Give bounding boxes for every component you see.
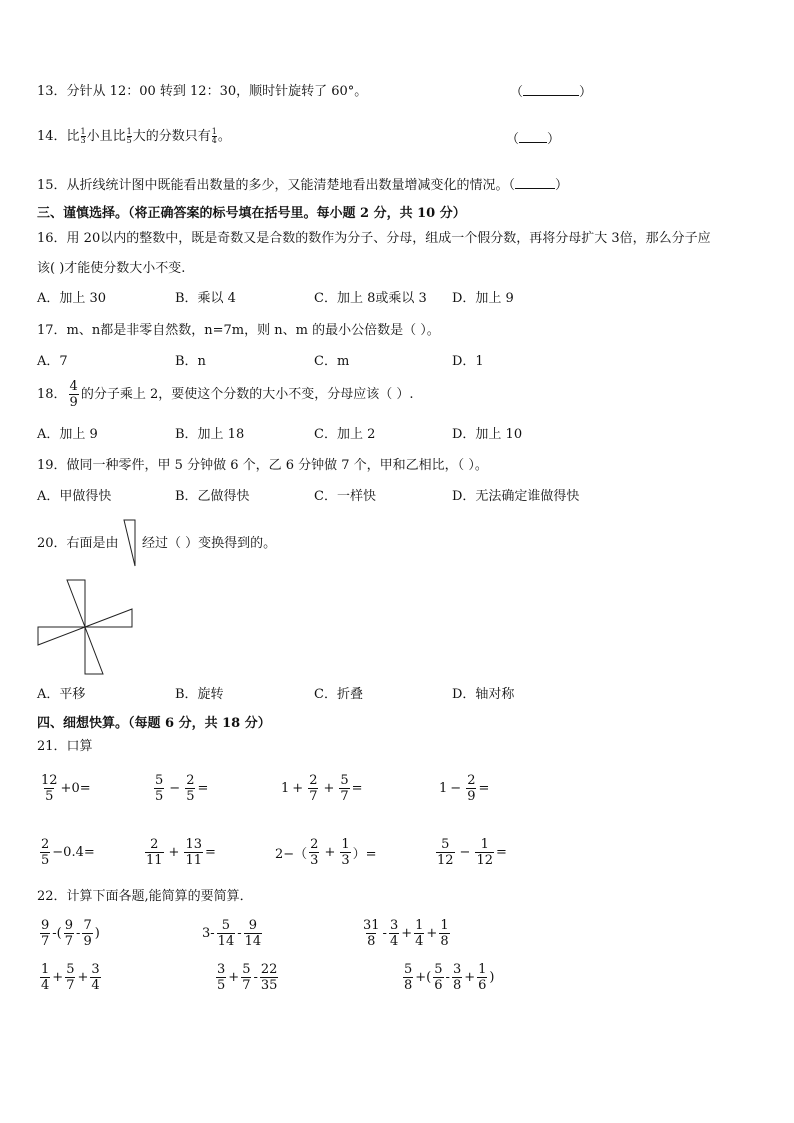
option-d[interactable]: D．加上 9 bbox=[452, 291, 514, 306]
oral-calc-item: 2−（ $\frac{2}{3}$ + $\frac{1}{3}$ ）= bbox=[275, 837, 377, 868]
question-16-line-1: 16．用 20以内的整数中，既是奇数又是合数的数作为分子、分母，组成一个假分数，再将分母扩大 3倍，那么分子应 bbox=[37, 231, 711, 246]
question-20-text-a: 20．右面是由 bbox=[37, 536, 119, 551]
oral-calc-item: $\frac{2}{11}$ + $\frac{13}{11}$ = bbox=[146, 837, 216, 868]
triangle-shape-icon bbox=[122, 518, 138, 568]
fraction: $\frac{1}{5}$ bbox=[126, 127, 132, 145]
section-3-heading: 三、谨慎选择。（将正确答案的标号填在括号里。每小题 2 分，共 10 分） bbox=[37, 206, 466, 221]
calc-item: $\frac{31}{8}$ - $\frac{3}{4}$ + $\frac{1}{4}$ + $\frac{1}{8}$ bbox=[363, 918, 449, 949]
option-c[interactable]: C．加上 8或乘以 3 bbox=[314, 291, 427, 306]
option-b[interactable]: B．乘以 4 bbox=[175, 291, 236, 306]
question-14-answer[interactable]: （ ） bbox=[506, 132, 561, 147]
option-b[interactable]: B．加上 18 bbox=[175, 427, 245, 442]
option-b[interactable]: B．乙做得快 bbox=[175, 489, 250, 504]
fraction: $\frac{1}{4}$ bbox=[211, 127, 217, 145]
answer-blank[interactable] bbox=[519, 130, 547, 143]
calc-item: $\frac{9}{7}$ -( $\frac{9}{7}$ - $\frac{7}{9}$ ) bbox=[41, 918, 100, 949]
option-d[interactable]: D．轴对称 bbox=[452, 687, 515, 702]
oral-calc-item: $\frac{5}{5}$ − $\frac{2}{5}$ = bbox=[155, 773, 209, 804]
option-d[interactable]: D．加上 10 bbox=[452, 427, 523, 442]
calc-item: 3- $\frac{5}{14}$ - $\frac{9}{14}$ bbox=[202, 918, 262, 949]
calc-item: $\frac{5}{8}$ +( $\frac{5}{6}$ - $\frac{3}{8}$ + $\frac{1}{6}$ ) bbox=[404, 962, 495, 993]
option-b[interactable]: B．旋转 bbox=[175, 687, 224, 702]
option-a[interactable]: A．7 bbox=[37, 354, 68, 369]
question-13-answer[interactable]: （ ） bbox=[510, 85, 593, 100]
option-d[interactable]: D．无法确定谁做得快 bbox=[452, 489, 580, 504]
option-d[interactable]: D．1 bbox=[452, 354, 484, 369]
option-c[interactable]: C．折叠 bbox=[314, 687, 363, 702]
oral-calc-item: 1 − $\frac{2}{9}$ = bbox=[439, 773, 490, 804]
option-a[interactable]: A．加上 9 bbox=[37, 427, 98, 442]
option-a[interactable]: A．加上 30 bbox=[37, 291, 107, 306]
fraction: $\frac{4}{9}$ bbox=[69, 379, 78, 410]
option-a[interactable]: A．甲做得快 bbox=[37, 489, 112, 504]
calc-item: $\frac{1}{4}$ + $\frac{5}{7}$ + $\frac{3}{4}$ bbox=[41, 962, 100, 993]
question-21-label: 21．口算 bbox=[37, 739, 93, 754]
oral-calc-item: $\frac{5}{12}$ − $\frac{1}{12}$ = bbox=[437, 837, 507, 868]
question-14: 14．比 $\frac{1}{3}$ 小且比 $\frac{1}{5}$ 大的分数只有 $\frac{1}{4}$ 。 bbox=[37, 127, 231, 145]
option-b[interactable]: B．n bbox=[175, 354, 206, 369]
question-13 bbox=[37, 83, 367, 101]
option-a[interactable]: A．平移 bbox=[37, 687, 86, 702]
option-c[interactable]: C．加上 2 bbox=[314, 427, 376, 442]
question-16-line-2: 该( )才能使分数大小不变. bbox=[37, 261, 186, 276]
question-19: 19．做同一种零件，甲 5 分钟做 6 个，乙 6 分钟做 7 个，甲和乙相比，（ ）。 bbox=[37, 458, 488, 473]
question-13-text: 13．分针从 12：00 转到 12：30，顺时针旋转了 60°。 bbox=[37, 84, 368, 99]
fraction: $\frac{1}{3}$ bbox=[80, 127, 86, 145]
calc-item: $\frac{3}{5}$ + $\frac{5}{7}$ - $\frac{22}{35}$ bbox=[217, 962, 278, 993]
answer-blank[interactable] bbox=[515, 176, 555, 189]
answer-blank[interactable] bbox=[523, 83, 579, 96]
question-20-text-b: 经过（ ）变换得到的。 bbox=[142, 536, 277, 551]
oral-calc-item: $\frac{2}{5}$ −0.4= bbox=[41, 837, 95, 868]
rotated-triangles-figure bbox=[35, 577, 135, 677]
section-4-heading: 四、细想快算。（每题 6 分，共 18 分） bbox=[37, 716, 271, 731]
question-17: 17．m、n都是非零自然数，n=7m，则 n、m 的最小公倍数是（ ）。 bbox=[37, 323, 440, 338]
question-22-label: 22．计算下面各题,能简算的要简算． bbox=[37, 889, 253, 904]
oral-calc-item: $\frac{12}{5}$ +0= bbox=[41, 773, 91, 804]
option-c[interactable]: C．一样快 bbox=[314, 489, 376, 504]
option-c[interactable]: C．m bbox=[314, 354, 350, 369]
oral-calc-item: 1 + $\frac{2}{7}$ + $\frac{5}{7}$ = bbox=[281, 773, 363, 804]
question-18: 18． $\frac{4}{9}$ 的分子乘上 2，要使这个分数的大小不变，分母应该（ ）. bbox=[37, 379, 414, 410]
question-15: 15．从折线统计图中既能看出数量的多少，又能清楚地看出数量增减变化的情况。（ ） bbox=[37, 178, 569, 193]
